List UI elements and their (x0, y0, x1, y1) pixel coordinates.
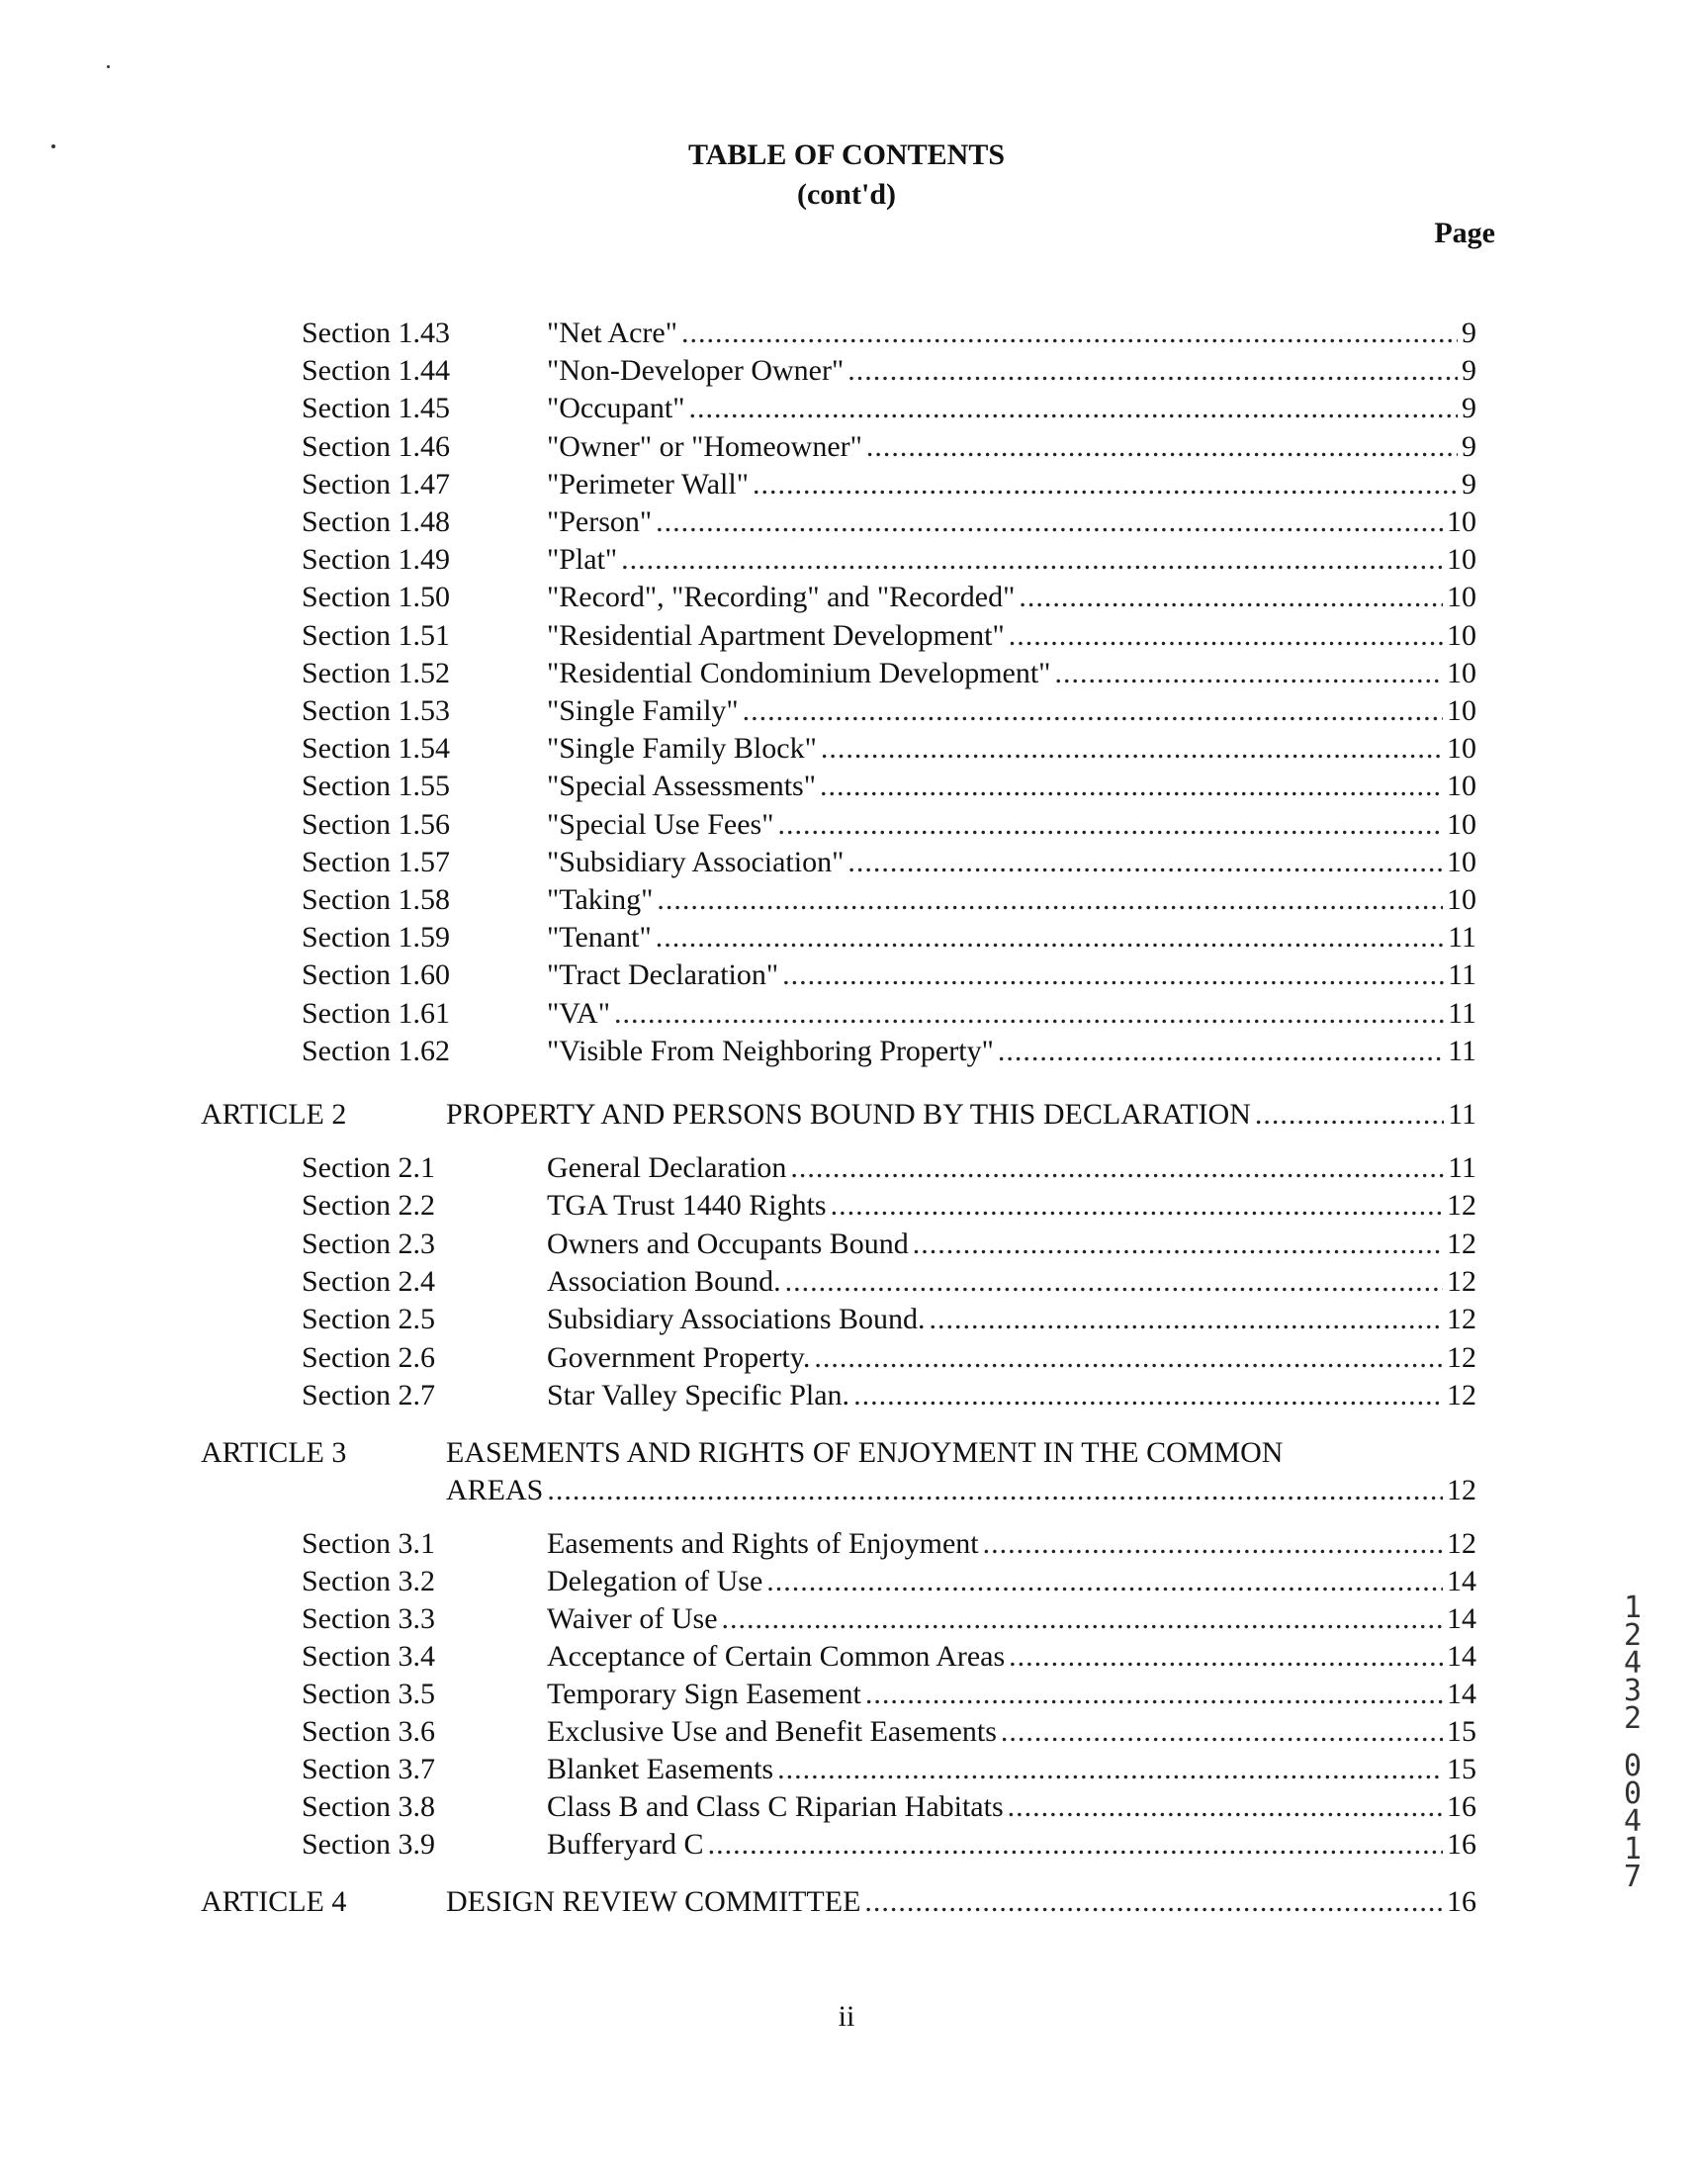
section-title: "Residential Apartment Development" (547, 618, 1005, 652)
toc-entry (0, 504, 1693, 540)
section-page: 11 (1448, 958, 1476, 992)
section-title-leader (547, 1340, 1476, 1376)
section-page: 10 (1447, 505, 1476, 538)
article-title: PROPERTY AND PERSONS BOUND BY THIS DECLARATION (446, 1098, 1251, 1131)
section-number: Section 1.46 (302, 429, 450, 463)
section-title: "Person" (547, 505, 653, 538)
dot-leader (930, 1302, 1443, 1337)
toc-entry (0, 353, 1693, 389)
dot-leader (814, 1340, 1443, 1376)
section-page: 9 (1462, 429, 1476, 463)
toc-entry (0, 1677, 1693, 1712)
dot-leader (1019, 580, 1443, 615)
dot-leader (983, 1526, 1443, 1562)
section-title: "Plat" (547, 543, 618, 577)
section-number: Section 3.6 (302, 1715, 435, 1748)
section-title: "Non-Developer Owner" (547, 354, 845, 388)
section-number: Section 1.62 (302, 1034, 450, 1067)
article-title-leader (446, 1473, 1476, 1508)
toc-entry (0, 429, 1693, 465)
section-page: 10 (1447, 694, 1476, 727)
section-title: "Subsidiary Association" (547, 845, 845, 878)
section-page: 10 (1447, 543, 1476, 577)
article-page: 16 (1447, 1885, 1476, 1918)
section-page: 10 (1447, 656, 1476, 689)
section-title: Delegation of Use (547, 1565, 763, 1597)
toc-article-2 (0, 1097, 1693, 1133)
section-number: Section 1.52 (302, 656, 450, 689)
section-number: Section 1.48 (302, 505, 450, 538)
section-number: Section 3.8 (302, 1790, 435, 1823)
section-page: 12 (1447, 1227, 1476, 1260)
section-page: 9 (1462, 467, 1476, 500)
section-number: Section 1.54 (302, 732, 450, 766)
dot-leader (777, 807, 1443, 843)
dot-leader (688, 391, 1458, 426)
section-title: Government Property. (547, 1340, 811, 1374)
section-title: "Record", "Recording" and "Recorded" (547, 581, 1016, 614)
section-number: Section 1.59 (302, 921, 450, 955)
section-title-leader (547, 693, 1476, 729)
section-page: 12 (1447, 1527, 1476, 1560)
dot-leader (722, 1601, 1443, 1637)
section-title-leader (547, 316, 1476, 351)
toc-entry (0, 920, 1693, 956)
section-number: Section 3.2 (302, 1565, 435, 1597)
section-page: 12 (1447, 1340, 1476, 1374)
section-title: "Net Acre" (547, 317, 677, 349)
section-number: Section 1.56 (302, 807, 450, 841)
section-title-leader (547, 769, 1476, 804)
section-title-leader (547, 807, 1476, 843)
toc-entry (0, 1378, 1693, 1413)
section-title: Subsidiary Associations Bound. (547, 1303, 926, 1336)
article-title-line2: AREAS (446, 1474, 544, 1506)
toc-entry (0, 996, 1693, 1032)
toc-entry (0, 882, 1693, 918)
section-page: 15 (1447, 1753, 1476, 1785)
dot-leader (913, 1227, 1443, 1262)
section-page: 16 (1447, 1790, 1476, 1823)
section-page: 11 (1448, 1151, 1476, 1184)
section-title: "Taking" (547, 883, 654, 916)
toc-entry (0, 1264, 1693, 1300)
dot-leader (847, 845, 1443, 880)
toc-article-3-cont (0, 1473, 1693, 1508)
toc-subtitle: (cont'd) (797, 178, 896, 211)
stamp-line: 00417 (1623, 1749, 1643, 1894)
section-number: Section 3.9 (302, 1828, 435, 1861)
stamp-line: 12432 (1623, 1591, 1643, 1736)
section-number: Section 1.53 (302, 694, 450, 727)
section-title: Bufferyard C (547, 1828, 704, 1861)
section-page: 14 (1447, 1565, 1476, 1597)
section-page: 12 (1447, 1303, 1476, 1336)
section-page: 14 (1447, 1640, 1476, 1673)
section-number: Section 2.7 (302, 1378, 435, 1411)
section-number: Section 2.5 (302, 1303, 435, 1336)
section-title-leader (547, 504, 1476, 540)
section-title: "Visible From Neighboring Property" (547, 1034, 994, 1067)
toc-entry (0, 580, 1693, 615)
section-page: 16 (1447, 1828, 1476, 1861)
section-title: Association Bound. (547, 1264, 781, 1298)
article-title: DESIGN REVIEW COMMITTEE (446, 1885, 861, 1918)
section-title: "Owner" or "Homeowner" (547, 429, 862, 463)
section-title: "Single Family" (547, 694, 739, 727)
toc-entry (0, 1564, 1693, 1599)
toc-entry (0, 656, 1693, 691)
toc-entry (0, 957, 1693, 993)
section-title: Class B and Class C Riparian Habitats (547, 1790, 1004, 1823)
section-title-leader (547, 1227, 1476, 1262)
section-number: Section 2.2 (302, 1189, 435, 1223)
section-number: Section 1.47 (302, 467, 450, 500)
dot-leader (831, 1188, 1443, 1224)
toc-entry (0, 1639, 1693, 1675)
section-title: "Special Use Fees" (547, 807, 774, 841)
section-title-leader (547, 1188, 1476, 1224)
section-page: 14 (1447, 1678, 1476, 1710)
toc-entry (0, 1227, 1693, 1262)
scan-speck (107, 65, 110, 68)
section-title-leader (547, 1601, 1476, 1637)
section-title: General Declaration (547, 1151, 787, 1184)
section-title: "VA" (547, 996, 610, 1030)
section-page: 10 (1447, 618, 1476, 652)
section-title: Easements and Rights of Enjoyment (547, 1527, 979, 1560)
article-title-line1: EASEMENTS AND RIGHTS OF ENJOYMENT IN THE COMMON (446, 1436, 1284, 1469)
dot-leader (777, 1752, 1443, 1787)
section-page: 12 (1447, 1264, 1476, 1298)
toc-entry (0, 1034, 1693, 1069)
section-title: "Single Family Block" (547, 732, 817, 766)
section-number: Section 3.4 (302, 1640, 435, 1673)
section-page: 12 (1447, 1378, 1476, 1411)
section-number: Section 1.58 (302, 883, 450, 916)
section-number: Section 1.44 (302, 354, 450, 388)
section-number: Section 1.51 (302, 618, 450, 652)
section-number: Section 1.45 (302, 392, 450, 425)
section-title: Blanket Easements (547, 1753, 774, 1785)
toc-entry (0, 807, 1693, 843)
section-title: "Special Assessments" (547, 770, 816, 803)
section-title: "Tract Declaration" (547, 958, 779, 992)
toc-entry (0, 1714, 1693, 1750)
section-page: 10 (1447, 807, 1476, 841)
toc-entry (0, 316, 1693, 351)
section-title: TGA Trust 1440 Rights (547, 1189, 827, 1223)
toc-entry (0, 769, 1693, 804)
section-number: Section 1.43 (302, 317, 450, 349)
section-number: Section 2.4 (302, 1264, 435, 1298)
section-title-leader (547, 1034, 1476, 1069)
dot-leader (708, 1827, 1443, 1863)
section-page: 14 (1447, 1602, 1476, 1635)
article-number: ARTICLE 4 (201, 1885, 347, 1918)
section-title-leader (547, 1378, 1476, 1413)
dot-leader (1001, 1714, 1443, 1750)
section-number: Section 2.1 (302, 1151, 435, 1184)
dot-leader (1009, 1639, 1443, 1675)
article-title-leader (446, 1097, 1476, 1133)
section-title-leader (547, 845, 1476, 880)
toc-entry (0, 693, 1693, 729)
section-number: Section 1.49 (302, 543, 450, 577)
section-page: 10 (1447, 581, 1476, 614)
section-title-leader (547, 618, 1476, 654)
toc-title: TABLE OF CONTENTS (687, 138, 1006, 171)
toc-entry (0, 1150, 1693, 1186)
section-page: 15 (1447, 1715, 1476, 1748)
section-page: 10 (1447, 732, 1476, 766)
section-page: 11 (1448, 1034, 1476, 1067)
toc-entry (0, 467, 1693, 502)
toc-entry (0, 1789, 1693, 1825)
toc-entry (0, 1188, 1693, 1224)
dot-leader (621, 542, 1443, 578)
section-title: "Perimeter Wall" (547, 467, 749, 500)
toc-entry (0, 1601, 1693, 1637)
dot-leader (614, 996, 1444, 1032)
section-title: Star Valley Specific Plan. (547, 1378, 850, 1411)
section-title-leader (547, 1677, 1476, 1712)
page-column-header: Page (1434, 217, 1495, 249)
dot-leader (866, 429, 1458, 465)
dot-leader (864, 1884, 1443, 1920)
section-title: "Tenant" (547, 921, 652, 955)
section-title-leader (547, 429, 1476, 465)
section-number: Section 3.7 (302, 1753, 435, 1785)
section-title-leader (547, 1639, 1476, 1675)
dot-leader (998, 1034, 1444, 1069)
dot-leader (681, 316, 1458, 351)
dot-leader (847, 353, 1458, 389)
section-page: 9 (1462, 354, 1476, 388)
section-title-leader (547, 1150, 1476, 1186)
dot-leader (743, 693, 1443, 729)
section-number: Section 1.55 (302, 770, 450, 803)
section-page: 12 (1447, 1189, 1476, 1223)
toc-entry (0, 1302, 1693, 1337)
section-number: Section 2.3 (302, 1227, 435, 1260)
article-page: 11 (1448, 1098, 1476, 1131)
toc-entry (0, 1827, 1693, 1863)
section-number: Section 2.6 (302, 1340, 435, 1374)
dot-leader (547, 1473, 1443, 1508)
section-title-leader (547, 1752, 1476, 1787)
article-page: 12 (1447, 1474, 1476, 1506)
toc-entry (0, 1340, 1693, 1376)
section-title: Owners and Occupants Bound (547, 1227, 909, 1260)
section-title-leader (547, 1714, 1476, 1750)
page-number-footer: ii (838, 2000, 855, 2033)
section-title-leader (547, 656, 1476, 691)
section-number: Section 1.50 (302, 581, 450, 614)
section-page: 9 (1462, 392, 1476, 425)
section-page: 11 (1448, 921, 1476, 955)
dot-leader (1255, 1097, 1444, 1133)
section-title: Waiver of Use (547, 1602, 718, 1635)
section-title: "Occupant" (547, 392, 685, 425)
section-page: 11 (1448, 996, 1476, 1030)
section-title: Acceptance of Certain Common Areas (547, 1640, 1006, 1673)
dot-leader (790, 1150, 1444, 1186)
dot-leader (782, 957, 1444, 993)
section-page: 10 (1447, 883, 1476, 916)
toc-entry (0, 1526, 1693, 1562)
dot-leader (785, 1264, 1443, 1300)
toc-entry (0, 845, 1693, 880)
section-title-leader (547, 391, 1476, 426)
section-title-leader (547, 1526, 1476, 1562)
section-title-leader (547, 1827, 1476, 1863)
section-number: Section 1.57 (302, 845, 450, 878)
dot-leader (766, 1564, 1443, 1599)
section-page: 9 (1462, 317, 1476, 349)
section-title-leader (547, 1564, 1476, 1599)
dot-leader (656, 504, 1443, 540)
dot-leader (865, 1677, 1443, 1712)
toc-entry (0, 618, 1693, 654)
toc-entry (0, 391, 1693, 426)
toc-entry (0, 542, 1693, 578)
section-page: 10 (1447, 845, 1476, 878)
section-title-leader (547, 1302, 1476, 1337)
section-title-leader (547, 353, 1476, 389)
dot-leader (656, 920, 1444, 956)
section-title-leader (547, 882, 1476, 918)
toc-article-4 (0, 1884, 1693, 1920)
section-title-leader (547, 920, 1476, 956)
section-number: Section 1.61 (302, 996, 450, 1030)
dot-leader (1008, 1789, 1443, 1825)
section-title-leader (547, 542, 1476, 578)
toc-article-3 (0, 1435, 1693, 1471)
section-title-leader (547, 996, 1476, 1032)
toc-entry (0, 1752, 1693, 1787)
dot-leader (1009, 618, 1443, 654)
section-number: Section 1.60 (302, 958, 450, 992)
section-title: Temporary Sign Easement (547, 1678, 861, 1710)
dot-leader (820, 769, 1443, 804)
section-title-leader (547, 1789, 1476, 1825)
section-title-leader (547, 1264, 1476, 1300)
dot-leader (821, 731, 1443, 767)
article-number: ARTICLE 3 (201, 1436, 347, 1469)
article-title-leader (446, 1884, 1476, 1920)
dot-leader (657, 882, 1443, 918)
dot-leader (753, 467, 1458, 502)
dot-leader (853, 1378, 1443, 1413)
section-page: 10 (1447, 770, 1476, 803)
section-number: Section 3.5 (302, 1678, 435, 1710)
section-title-leader (547, 580, 1476, 615)
section-title-leader (547, 731, 1476, 767)
toc-entry (0, 731, 1693, 767)
section-number: Section 3.1 (302, 1527, 435, 1560)
section-title: Exclusive Use and Benefit Easements (547, 1715, 997, 1748)
section-title-leader (547, 957, 1476, 993)
article-number: ARTICLE 2 (201, 1098, 347, 1131)
recording-number-stamp (1618, 1591, 1648, 1894)
section-title-leader (547, 467, 1476, 502)
section-number: Section 3.3 (302, 1602, 435, 1635)
section-title: "Residential Condominium Development" (547, 656, 1051, 689)
dot-leader (1054, 656, 1443, 691)
